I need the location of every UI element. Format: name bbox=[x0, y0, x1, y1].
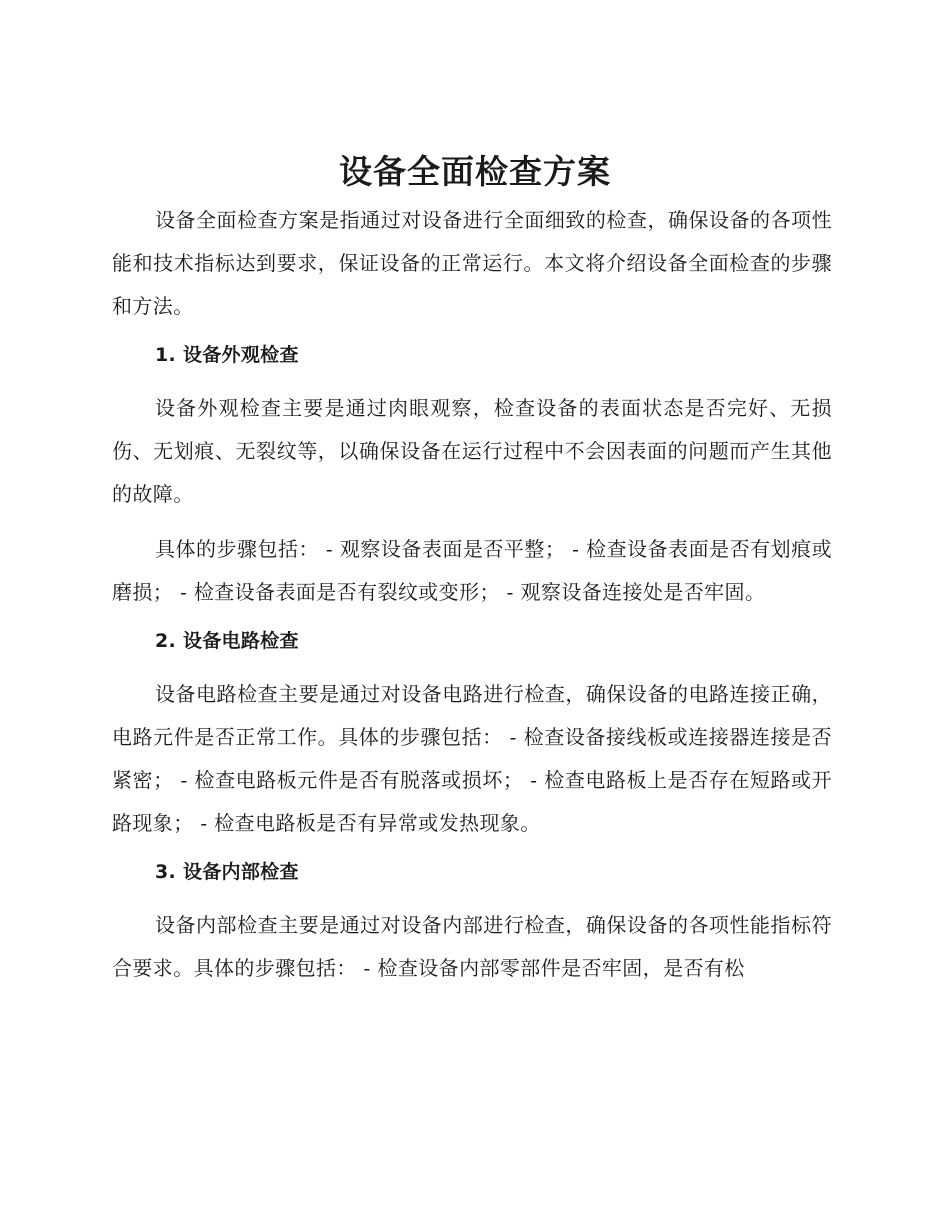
document-body bbox=[112, 199, 832, 1002]
section-paragraph: 设备内部检查主要是通过对设备内部进行检查，确保设备的各项性能指标符合要求。具体的步骤包括： - 检查设备内部零部件是否牢固，是否有松 bbox=[112, 913, 832, 980]
section-paragraph: 具体的步骤包括： - 观察设备表面是否平整； - 检查设备表面是否有划痕或磨损； - 检查设备表面是否有裂纹或变形； - 观察设备连接处是否牢固。 bbox=[112, 537, 832, 604]
section-paragraph: 设备外观检查主要是通过肉眼观察，检查设备的表面状态是否完好、无损伤、无划痕、无裂纹等，以确保设备在运行过程中不会因表面的问题而产生其他的故障。 bbox=[112, 396, 832, 506]
section-paragraph: 设备电路检查主要是通过对设备电路进行检查，确保设备的电路连接正确，电路元件是否正常工作。具体的步骤包括： - 检查设备接线板或连接器连接是否紧密； - 检查电路板元件是否有脱落或损坏； - 检查电路板上是否存在短路或开路现象； - 检查电路板是否有异常或发热现象。 bbox=[112, 682, 832, 835]
section-heading-appearance: 1. 设备外观检查 bbox=[155, 344, 299, 366]
section-heading-internal: 3. 设备内部检查 bbox=[155, 861, 299, 883]
section-heading-circuit: 2. 设备电路检查 bbox=[155, 630, 299, 652]
intro-paragraph: 设备全面检查方案是指通过对设备进行全面细致的检查，确保设备的各项性能和技术指标达到要求，保证设备的正常运行。本文将介绍设备全面检查的步骤和方法。 bbox=[112, 208, 832, 318]
document-title: 设备全面检查方案 bbox=[339, 152, 611, 191]
